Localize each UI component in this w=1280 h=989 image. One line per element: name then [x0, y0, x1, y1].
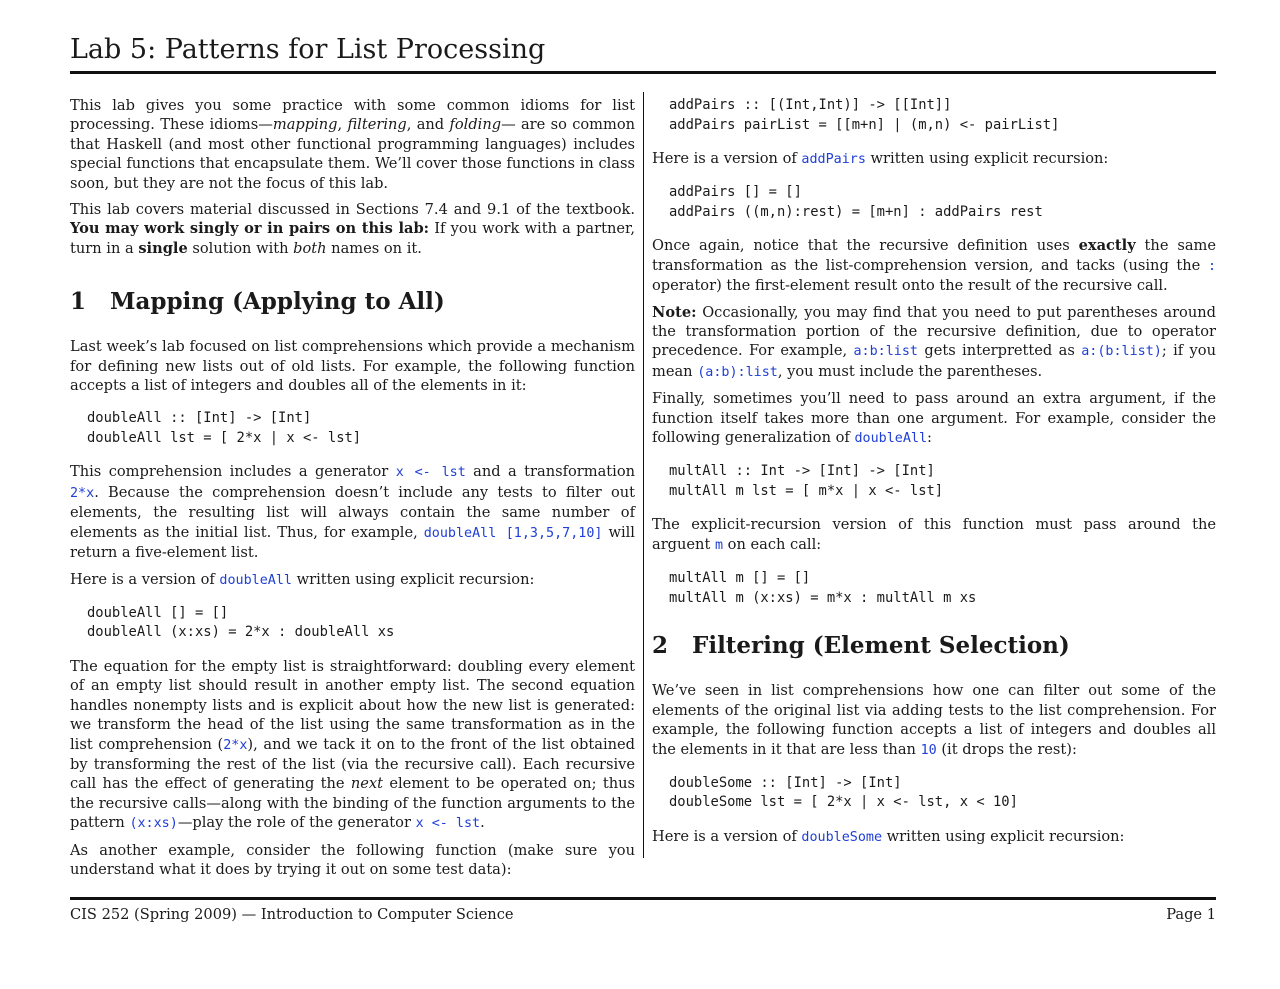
code-block-doubleall-recursive: doubleAll [] = [] doubleAll (x:xs) = 2*x : doubleAll xs	[87, 604, 395, 641]
intro-paragraph-2: This lab covers material discussed in Sections 7.4 and 9.1 of the textbook. You may work singly or in pairs on this lab: If you work with a partner, turn in a single solution with both names on it.	[70, 201, 635, 257]
code-block-multall-comprehension: multAll :: Int -> [Int] -> [Int] multAll m lst = [ m*x | x <- lst]	[669, 463, 944, 499]
header-rule	[70, 71, 1216, 74]
section-1-paragraph-7: Once again, notice that the recursive definition uses exactly the same transformation as the list-comprehension version, and tacks (using the : operator) the first-element result onto the result of the recursive call.	[652, 237, 1217, 295]
note-paragraph: Note: Occasionally, you may find that you need to put parentheses around the transformation portion of the recursive definition, due to operator precedence. For example, a:b:list gets interpretted as a:(b:list); if you mean (a:b):list, you must include the parentheses.	[652, 303, 1216, 380]
section-1-paragraph-5: As another example, consider the following function (make sure you understand what it does by trying it out on some test data):	[70, 841, 635, 878]
footer-page-number: Page 1	[1166, 906, 1216, 923]
code-block-addpairs-recursive: addPairs [] = [] addPairs ((m,n):rest) = [m+n] : addPairs rest	[669, 184, 1043, 220]
section-1-paragraph-2: This comprehension includes a generator x <- lst and a transformation 2*x. Because the comprehension doesn’t include any tests to filter out elements, the resulting list will always contain the same number of elements as the initial list. Thus, for example, doubleAll [1,3,5,7,10] will return a five-element list.	[70, 463, 636, 562]
code-block-doubleall-comprehension: doubleAll :: [Int] -> [Int] doubleAll lst = [ 2*x | x <- lst]	[87, 410, 362, 446]
right-column	[652, 96, 1216, 854]
section-1-paragraph-3: Here is a version of doubleAll written using explicit recursion:	[70, 570, 535, 588]
section-2-paragraph-2: Here is a version of doubleSome written using explicit recursion:	[652, 827, 1125, 845]
section-1-paragraph-9: The explicit-recursion version of this function must pass around the arguent m on each call:	[652, 516, 1216, 553]
section-1-paragraph-1: Last week’s lab focused on list comprehensions which provide a mechanism for defining new lists out of old lists. For example, the following function accepts a list of integers and doubles all of the elements in it:	[70, 338, 635, 395]
section-1-paragraph-4: The equation for the empty list is straightforward: doubling every element of an empty list should result in another empty list. The second equation handles nonempty lists and is explicit about how the new list is generated: we transform the head of the list using the same transformation as in the list comprehension (2*x), and we tack it on to the front of the list obtained by transforming the rest of the list (via the recursive call). Each recursive call has the effect of generating the next element to be operated on; thus the recursive calls—along with the binding of the function arguments to the pattern (x:xs)—play the role of the generator x <- lst.	[70, 657, 635, 832]
footer-course: CIS 252 (Spring 2009) — Introduction to Computer Science	[70, 906, 514, 923]
intro-paragraph-1: This lab gives you some practice with some common idioms for list processing. These idioms—mapping, filtering, and folding— are so common that Haskell (and most other functional programming languages) includes special functions that encapsulate them. We’ll cover those functions in class soon, but they are not the focus of this lab.	[70, 97, 636, 192]
section-2-heading: 2 Filtering (Element Selection)	[652, 632, 1070, 660]
code-block-multall-recursive: multAll m [] = [] multAll m (x:xs) = m*x : multAll m xs	[669, 570, 977, 606]
left-column	[70, 96, 635, 886]
column-divider	[643, 92, 644, 858]
code-block-doublesome-comprehension: doubleSome :: [Int] -> [Int] doubleSome lst = [ 2*x | x <- lst, x < 10]	[669, 774, 1018, 811]
section-1-paragraph-6: Here is a version of addPairs written using explicit recursion:	[652, 150, 1109, 167]
footer-rule	[70, 897, 1216, 900]
page-title: Lab 5: Patterns for List Processing	[70, 34, 546, 65]
code-block-addpairs-comprehension: addPairs :: [(Int,Int)] -> [[Int]] addPairs pairList = [[m+n] | (m,n) <- pairList]	[669, 97, 1060, 133]
section-2-paragraph-1: We’ve seen in list comprehensions how one can filter out some of the elements of the original list via adding tests to the list comprehension. For example, the following function accepts a list of integers and doubles all the elements in it that are less than 10 (it drops the rest):	[652, 682, 1216, 758]
section-1-paragraph-8: Finally, sometimes you’ll need to pass around an extra argument, if the function itself takes more than one argument. For example, consider the following generalization of doubleAll:	[652, 390, 1216, 447]
section-1-heading: 1 Mapping (Applying to All)	[70, 288, 445, 316]
